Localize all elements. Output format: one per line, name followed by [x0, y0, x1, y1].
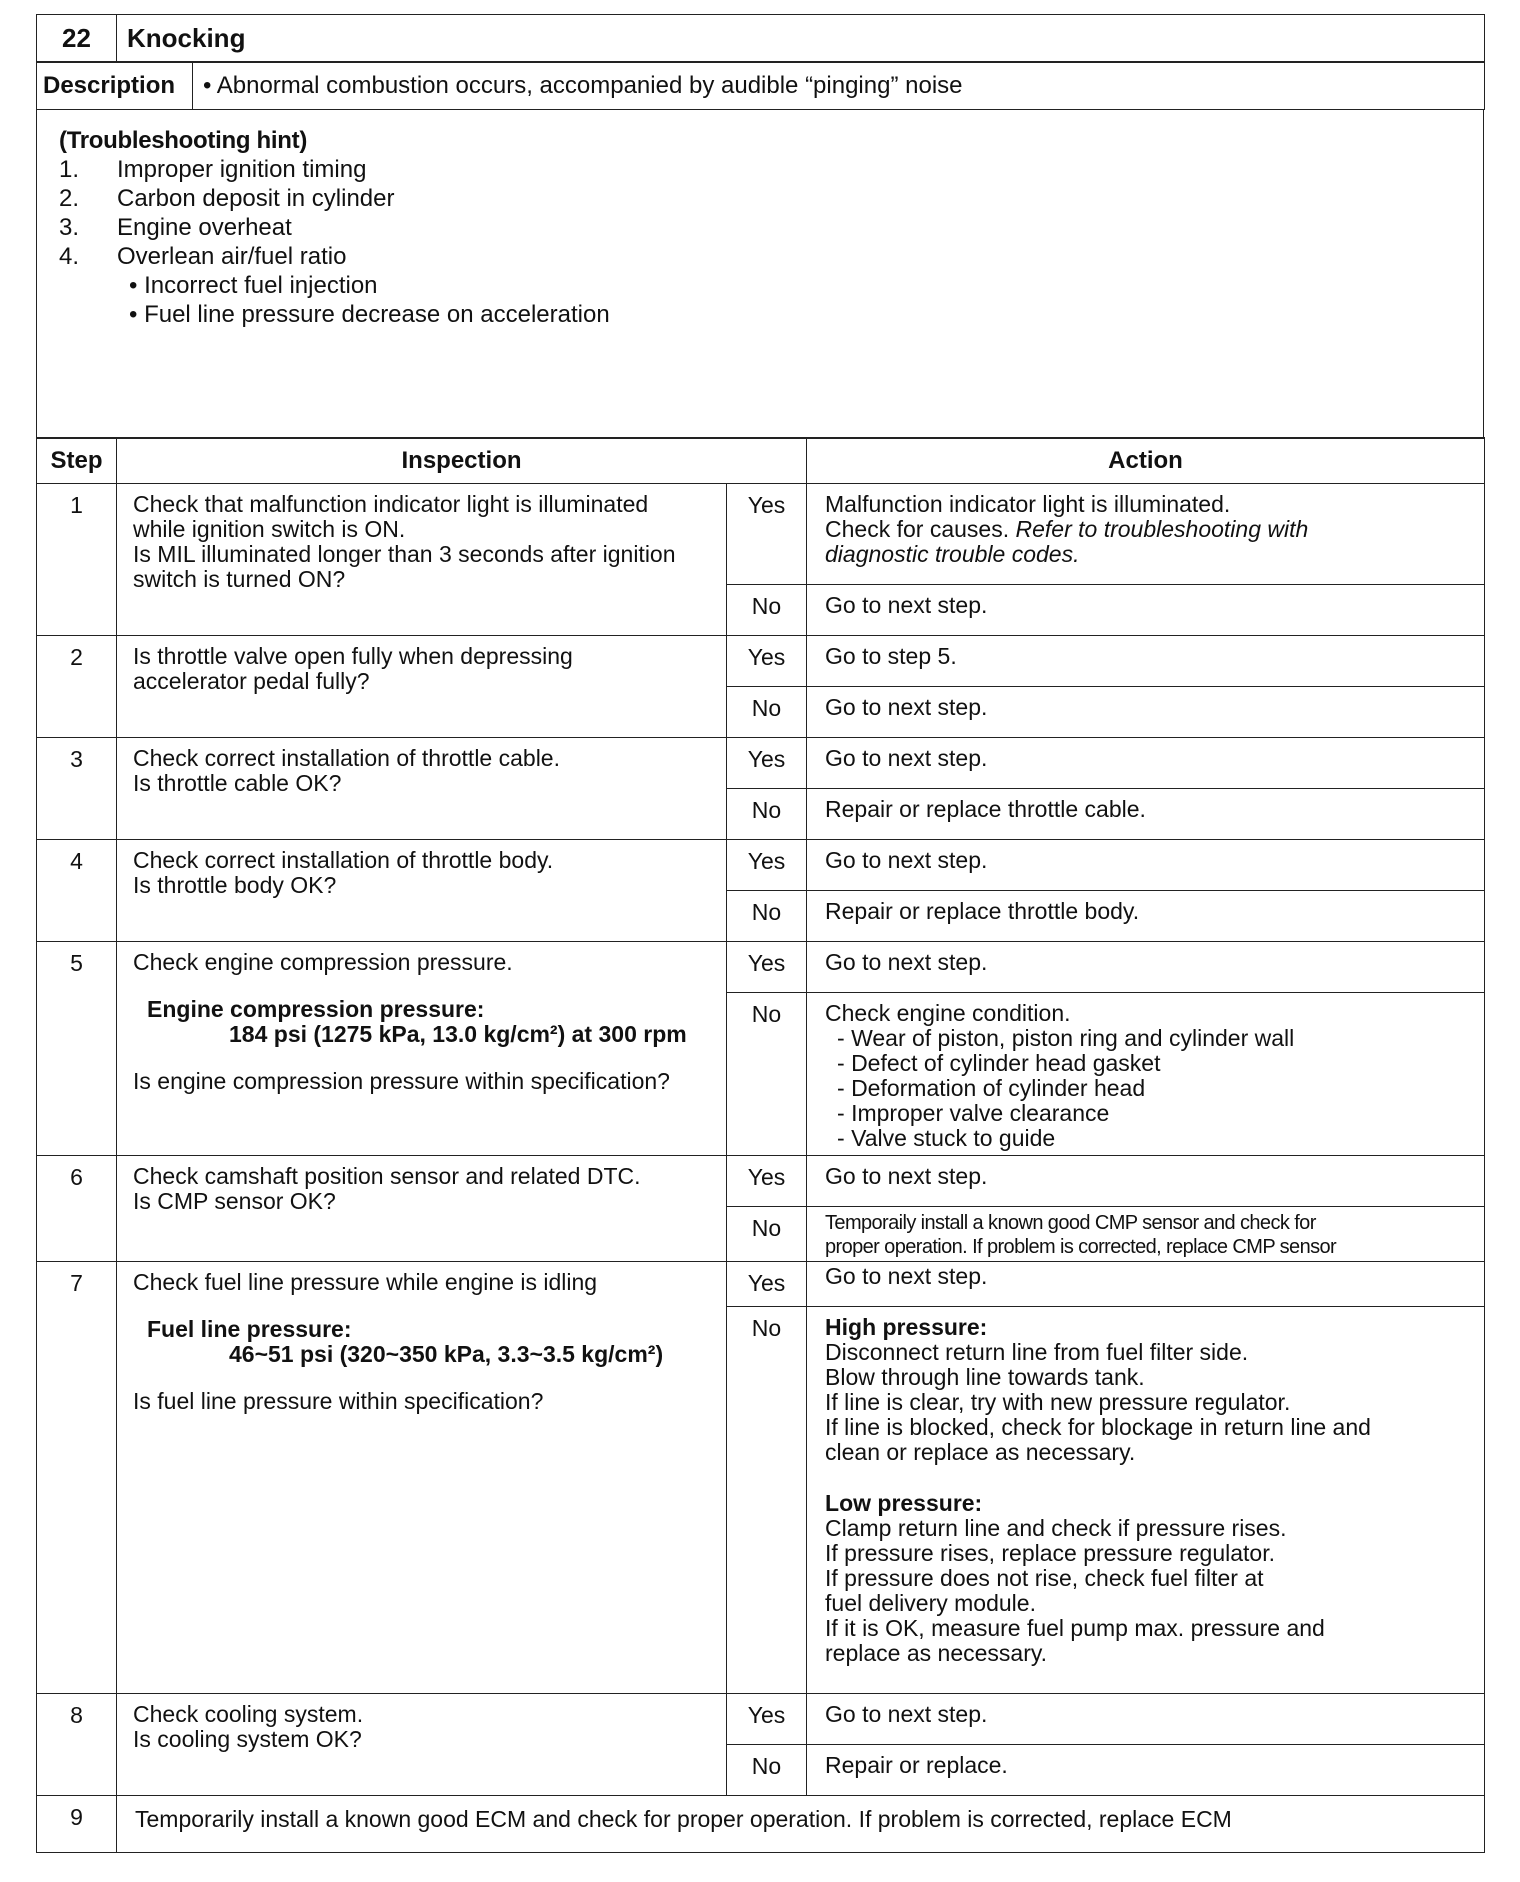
hints-table [36, 109, 1484, 439]
step-row-8 [37, 1694, 1485, 1745]
step-number: 1 [37, 484, 117, 636]
step-row-7 [37, 1262, 1485, 1307]
no-label: No [727, 1307, 807, 1694]
step-number: 5 [37, 942, 117, 1156]
step-row-3 [37, 738, 1485, 789]
yes-action: Go to next step. [807, 942, 1485, 993]
yes-label: Yes [727, 1262, 807, 1307]
step-row-2 [37, 636, 1485, 687]
step-number: 7 [37, 1262, 117, 1694]
procedure-number: 22 [37, 15, 117, 63]
no-label: No [727, 687, 807, 738]
yes-action: Malfunction indicator light is illuminated. Check for causes. Refer to troubleshooting with diagnostic trouble codes. [807, 484, 1485, 585]
step-number: 3 [37, 738, 117, 840]
step-inspection: Check engine compression pressure. Engine compression pressure: 184 psi (1275 kPa, 13.0 kg/cm²) at 300 rpm Is engine compression pressure within specification? [117, 942, 727, 1156]
spec-value: 184 psi (1275 kPa, 13.0 kg/cm²) at 300 rpm [229, 1021, 687, 1048]
no-label: No [727, 1745, 807, 1796]
no-action: Repair or replace. [807, 1745, 1485, 1796]
no-action: Go to next step. [807, 585, 1485, 636]
spec-question: Is fuel line pressure within specification? [133, 1388, 544, 1415]
yes-label: Yes [727, 738, 807, 789]
no-action: Temporaily install a known good CMP sensor and check for proper operation. If problem is corrected, replace CMP sensor [807, 1207, 1485, 1262]
step-row-1 [37, 484, 1485, 585]
high-pressure-title: High pressure: [825, 1314, 988, 1341]
step-number: 9 [37, 1796, 117, 1853]
step-number: 4 [37, 840, 117, 942]
step-inspection: Is throttle valve open fully when depressing accelerator pedal fully? [117, 636, 727, 738]
no-action: Repair or replace throttle body. [807, 891, 1485, 942]
troubleshooting-hints [37, 109, 1484, 438]
hint-item: 1. Improper ignition timing [59, 155, 367, 183]
spec-block [133, 997, 716, 1047]
yes-action: Go to next step. [807, 1694, 1485, 1745]
yes-label: Yes [727, 942, 807, 993]
yes-label: Yes [727, 484, 807, 585]
no-label: No [727, 993, 807, 1156]
low-pressure-title: Low pressure: [825, 1490, 983, 1517]
step-inspection: Check cooling system. Is cooling system OK? [117, 1694, 727, 1796]
steps-table [36, 437, 1485, 1853]
description-label: Description [37, 62, 193, 110]
yes-action: Go to next step. [807, 1156, 1485, 1207]
step-row-4 [37, 840, 1485, 891]
spec-value: 46~51 psi (320~350 kPa, 3.3~3.5 kg/cm²) [229, 1341, 664, 1368]
column-header-action: Action [807, 438, 1485, 484]
no-label: No [727, 585, 807, 636]
header-table [36, 14, 1485, 63]
spec-label: Fuel line pressure: [147, 1316, 352, 1343]
description-table [36, 61, 1485, 110]
yes-action: Go to next step. [807, 1262, 1485, 1307]
no-action: Check engine condition. - Wear of piston, piston ring and cylinder wall - Defect of cylinder head gasket - Deformation of cylinder head - Improper valve clearance - Valve stuck to guide [807, 993, 1485, 1156]
step-inspection: Check fuel line pressure while engine is idling Fuel line pressure: 46~51 psi (320~350 kPa, 3.3~3.5 kg/cm²) Is fuel line pressure within specification? [117, 1262, 727, 1694]
step-inspection: Check camshaft position sensor and related DTC. Is CMP sensor OK? [117, 1156, 727, 1262]
hint-item: 2. Carbon deposit in cylinder [59, 184, 395, 212]
yes-label: Yes [727, 1156, 807, 1207]
no-label: No [727, 1207, 807, 1262]
column-header-inspection: Inspection [117, 438, 807, 484]
step-row-6 [37, 1156, 1485, 1207]
troubleshooting-document [36, 14, 1484, 1853]
no-label: No [727, 789, 807, 840]
step-number: 2 [37, 636, 117, 738]
step-inspection: Check that malfunction indicator light is illuminated while ignition switch is ON. Is MIL illuminated longer than 3 seconds after ignition switch is turned ON? [117, 484, 727, 636]
hints-title: (Troubleshooting hint) [59, 126, 308, 154]
yes-action: Go to next step. [807, 738, 1485, 789]
spec-label: Engine compression pressure: [147, 996, 485, 1023]
hint-sub-item: • Incorrect fuel injection [129, 271, 378, 299]
spec-block [133, 1317, 716, 1367]
procedure-title: Knocking [117, 15, 1485, 63]
step-inspection: Check correct installation of throttle cable. Is throttle cable OK? [117, 738, 727, 840]
yes-label: Yes [727, 636, 807, 687]
description-text: • Abnormal combustion occurs, accompanied by audible “pinging” noise [193, 62, 1485, 110]
hint-sub-item: • Fuel line pressure decrease on acceleration [129, 300, 610, 328]
no-action: Go to next step. [807, 687, 1485, 738]
step-row-5 [37, 942, 1485, 993]
no-label: No [727, 891, 807, 942]
yes-label: Yes [727, 840, 807, 891]
no-action: Repair or replace throttle cable. [807, 789, 1485, 840]
hint-item: 3. Engine overheat [59, 213, 292, 241]
step-number: 6 [37, 1156, 117, 1262]
hint-item: 4. Overlean air/fuel ratio [59, 242, 347, 270]
yes-action: Go to next step. [807, 840, 1485, 891]
step-final-action: Temporarily install a known good ECM and check for proper operation. If problem is corrected, replace ECM [117, 1796, 1485, 1853]
no-action: High pressure: Disconnect return line from fuel filter side. Blow through line towards tank. If line is clear, try with new pressure regulator. If line is blocked, check for blockage in return line and clean or replace as necessary. Low pressure: Clamp return line and check if pressure rises. If pressure rises, replace pressure regulator. If pressure does not rise, check fuel filter at fuel delivery module. If it is OK, measure fuel pump max. pressure and replace as necessary. [807, 1307, 1485, 1694]
step-number: 8 [37, 1694, 117, 1796]
column-header-step: Step [37, 438, 117, 484]
step-inspection: Check correct installation of throttle body. Is throttle body OK? [117, 840, 727, 942]
yes-label: Yes [727, 1694, 807, 1745]
step-row-9 [37, 1796, 1485, 1853]
spec-question: Is engine compression pressure within specification? [133, 1068, 670, 1095]
yes-action: Go to step 5. [807, 636, 1485, 687]
